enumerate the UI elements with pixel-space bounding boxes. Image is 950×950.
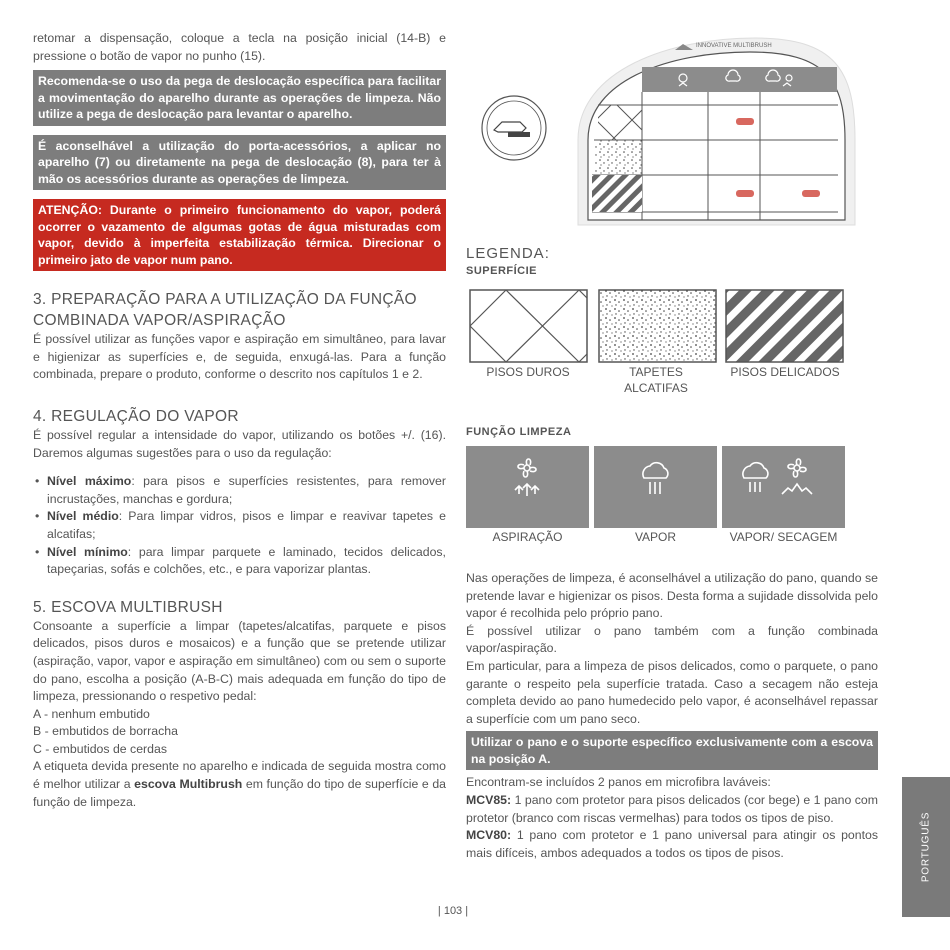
position-c: C - embutidos de cerdas bbox=[33, 741, 167, 756]
right-body bbox=[466, 570, 878, 862]
list-item: • Nível médio: Para limpar vidros, pisos e limpar e reavivar tapetes e alcatifas; bbox=[33, 508, 446, 543]
surface-delicate-floors: PISOS DELICADOS bbox=[730, 365, 840, 379]
left-column bbox=[33, 30, 446, 811]
paragraph-delicate: Em particular, para a limpeza de pisos delicados, como o parquete, o pano garante o respeito pela superfície tratada. Caso a secagem não esteja completa devido ao pano humedecido pelo vapor, é aconselhável repassar a superfície com um pano seco. bbox=[466, 658, 878, 726]
function-steam-box bbox=[594, 446, 717, 528]
legend-header bbox=[466, 245, 878, 280]
paragraph-cloth: Nas operações de limpeza, é aconselhável a utilização do pano, quando se pretende lavar e higienizar os pisos. Desta forma a sujidade dissolvida pelo vapor é recolhida pelo próprio pano. bbox=[466, 571, 878, 621]
section-5-body: Consoante a superfície a limpar (tapetes/alcatifas, parquete e pisos delicados, pisos duros e mosaicos) e a função que se pretende utilizar (aspiração, vapor, vapor e aspiração em simultâneo) com ou sem o suporte do pano, escolha a posição (A-B-C) mais adequada em função do tipo de limpeza, pressionando o respetivo pedal: bbox=[33, 618, 446, 704]
position-a: A - nenhum embutido bbox=[33, 706, 150, 721]
warning-box: ATENÇÃO: Durante o primeiro funcionamento do vapor, poderá ocorrer o vazamento de algumas gotas de água misturadas com vapor, devido à imperfeita estabilização térmica. Direcionar o primeiro jato de vapor num pano. bbox=[33, 199, 446, 271]
list-item: • Nível máximo: para pisos e superfícies resistentes, para remover incrustações, manchas e gordura; bbox=[33, 473, 446, 508]
surface-icons bbox=[469, 289, 845, 364]
section-4-title: 4. REGULAÇÃO DO VAPOR bbox=[33, 407, 239, 425]
function-steam-label: VAPOR bbox=[634, 530, 677, 544]
section-5-end: A etiqueta devida presente no aparelho e indicada de seguida mostra como é melhor utilizar a escova Multibrush em função do tipo de superfície e da função de limpeza. bbox=[33, 759, 446, 809]
note-carry-handle: Recomenda-se o uso da pega de deslocação específica para facilitar a movimentação do aparelho durante as operações de limpeza. Não utilize a pega de deslocação para levantar o aparelho. bbox=[33, 70, 446, 126]
function-steam-dry-label: VAPOR/ SECAGEM bbox=[729, 530, 838, 544]
mcv80-text: MCV80: 1 pano com protetor e 1 pano universal para atingir os pontos mais difíceis, ambos adequados a todos os tipos de pisos. bbox=[466, 828, 878, 860]
steam-level-list bbox=[33, 473, 446, 579]
surface-hard-floors: PISOS DUROS bbox=[486, 365, 570, 379]
brand-text: INNOVATIVE MULTIBRUSH bbox=[696, 43, 772, 49]
surface-carpets: TAPETES ALCATIFAS bbox=[624, 365, 688, 395]
steam-cloud-icon bbox=[594, 446, 717, 528]
section-4-body: É possível regular a intensidade do vapor, utilizando os botões +/. (16). Daremos algumas sugestões para o uso da regulação: bbox=[33, 427, 446, 460]
section-5-title: 5. ESCOVA MULTIBRUSH bbox=[33, 598, 223, 616]
steam-vacuum-icon bbox=[722, 446, 845, 528]
surface-title: SUPERFÍCIE bbox=[466, 264, 538, 277]
multibrush-label-illustration bbox=[470, 30, 860, 235]
function-aspiration-label: ASPIRAÇÃO bbox=[492, 530, 563, 544]
function-aspiration-box bbox=[466, 446, 589, 528]
intro-text: retomar a dispensação, coloque a tecla na posição inicial (14-B) e pressione o botão de vapor no punho (15). bbox=[33, 31, 446, 63]
vacuum-fan-icon bbox=[466, 446, 589, 528]
paragraph-included: Encontram-se incluídos 2 panos em microfibra laváveis: bbox=[466, 775, 771, 790]
note-cloth-position: Utilizar o pano e o suporte específico exclusivamente com a escova na posição A. bbox=[466, 731, 878, 770]
position-b: B - embutidos de borracha bbox=[33, 724, 178, 739]
paragraph-combined: É possível utilizar o pano também com a função combinada vapor/aspiração. bbox=[466, 623, 878, 656]
function-steam-dry-box bbox=[722, 446, 845, 528]
mcv85-text: MCV85: 1 pano com protetor para pisos delicados (cor bege) e 1 pano com protetor (branco com riscas vermelhas) para todos os tipos de piso. bbox=[466, 792, 878, 825]
list-item: • Nível mínimo: para limpar parquete e laminado, tecidos delicados, tapeçarias, sofás e colchões, etc., e para vaporizar plantas. bbox=[33, 544, 446, 579]
function-title: FUNÇÃO LIMPEZA bbox=[466, 426, 572, 438]
language-tab: PORTUGUÊS bbox=[902, 777, 950, 917]
note-accessory-holder: É aconselhável a utilização do porta-acessórios, a aplicar no aparelho (7) ou diretamente na pega de deslocação (8), para ter à mão os acessórios durante as operações de limpeza. bbox=[33, 135, 446, 191]
legend-title: LEGENDA: bbox=[466, 245, 550, 262]
brush-icon bbox=[482, 96, 546, 160]
page-number: | 103 | bbox=[437, 905, 469, 917]
section-3-title: 3. PREPARAÇÃO PARA A UTILIZAÇÃO DA FUNÇÃO COMBINADA VAPOR/ASPIRAÇÃO bbox=[33, 291, 417, 330]
section-3-body: É possível utilizar as funções vapor e aspiração em simultâneo, para lavar e higienizar as superfícies e, de seguida, enxugá-las. Para a função combinada, prepare o produto, conforme o descrito nos capítulos 1 e 2. bbox=[33, 332, 446, 382]
